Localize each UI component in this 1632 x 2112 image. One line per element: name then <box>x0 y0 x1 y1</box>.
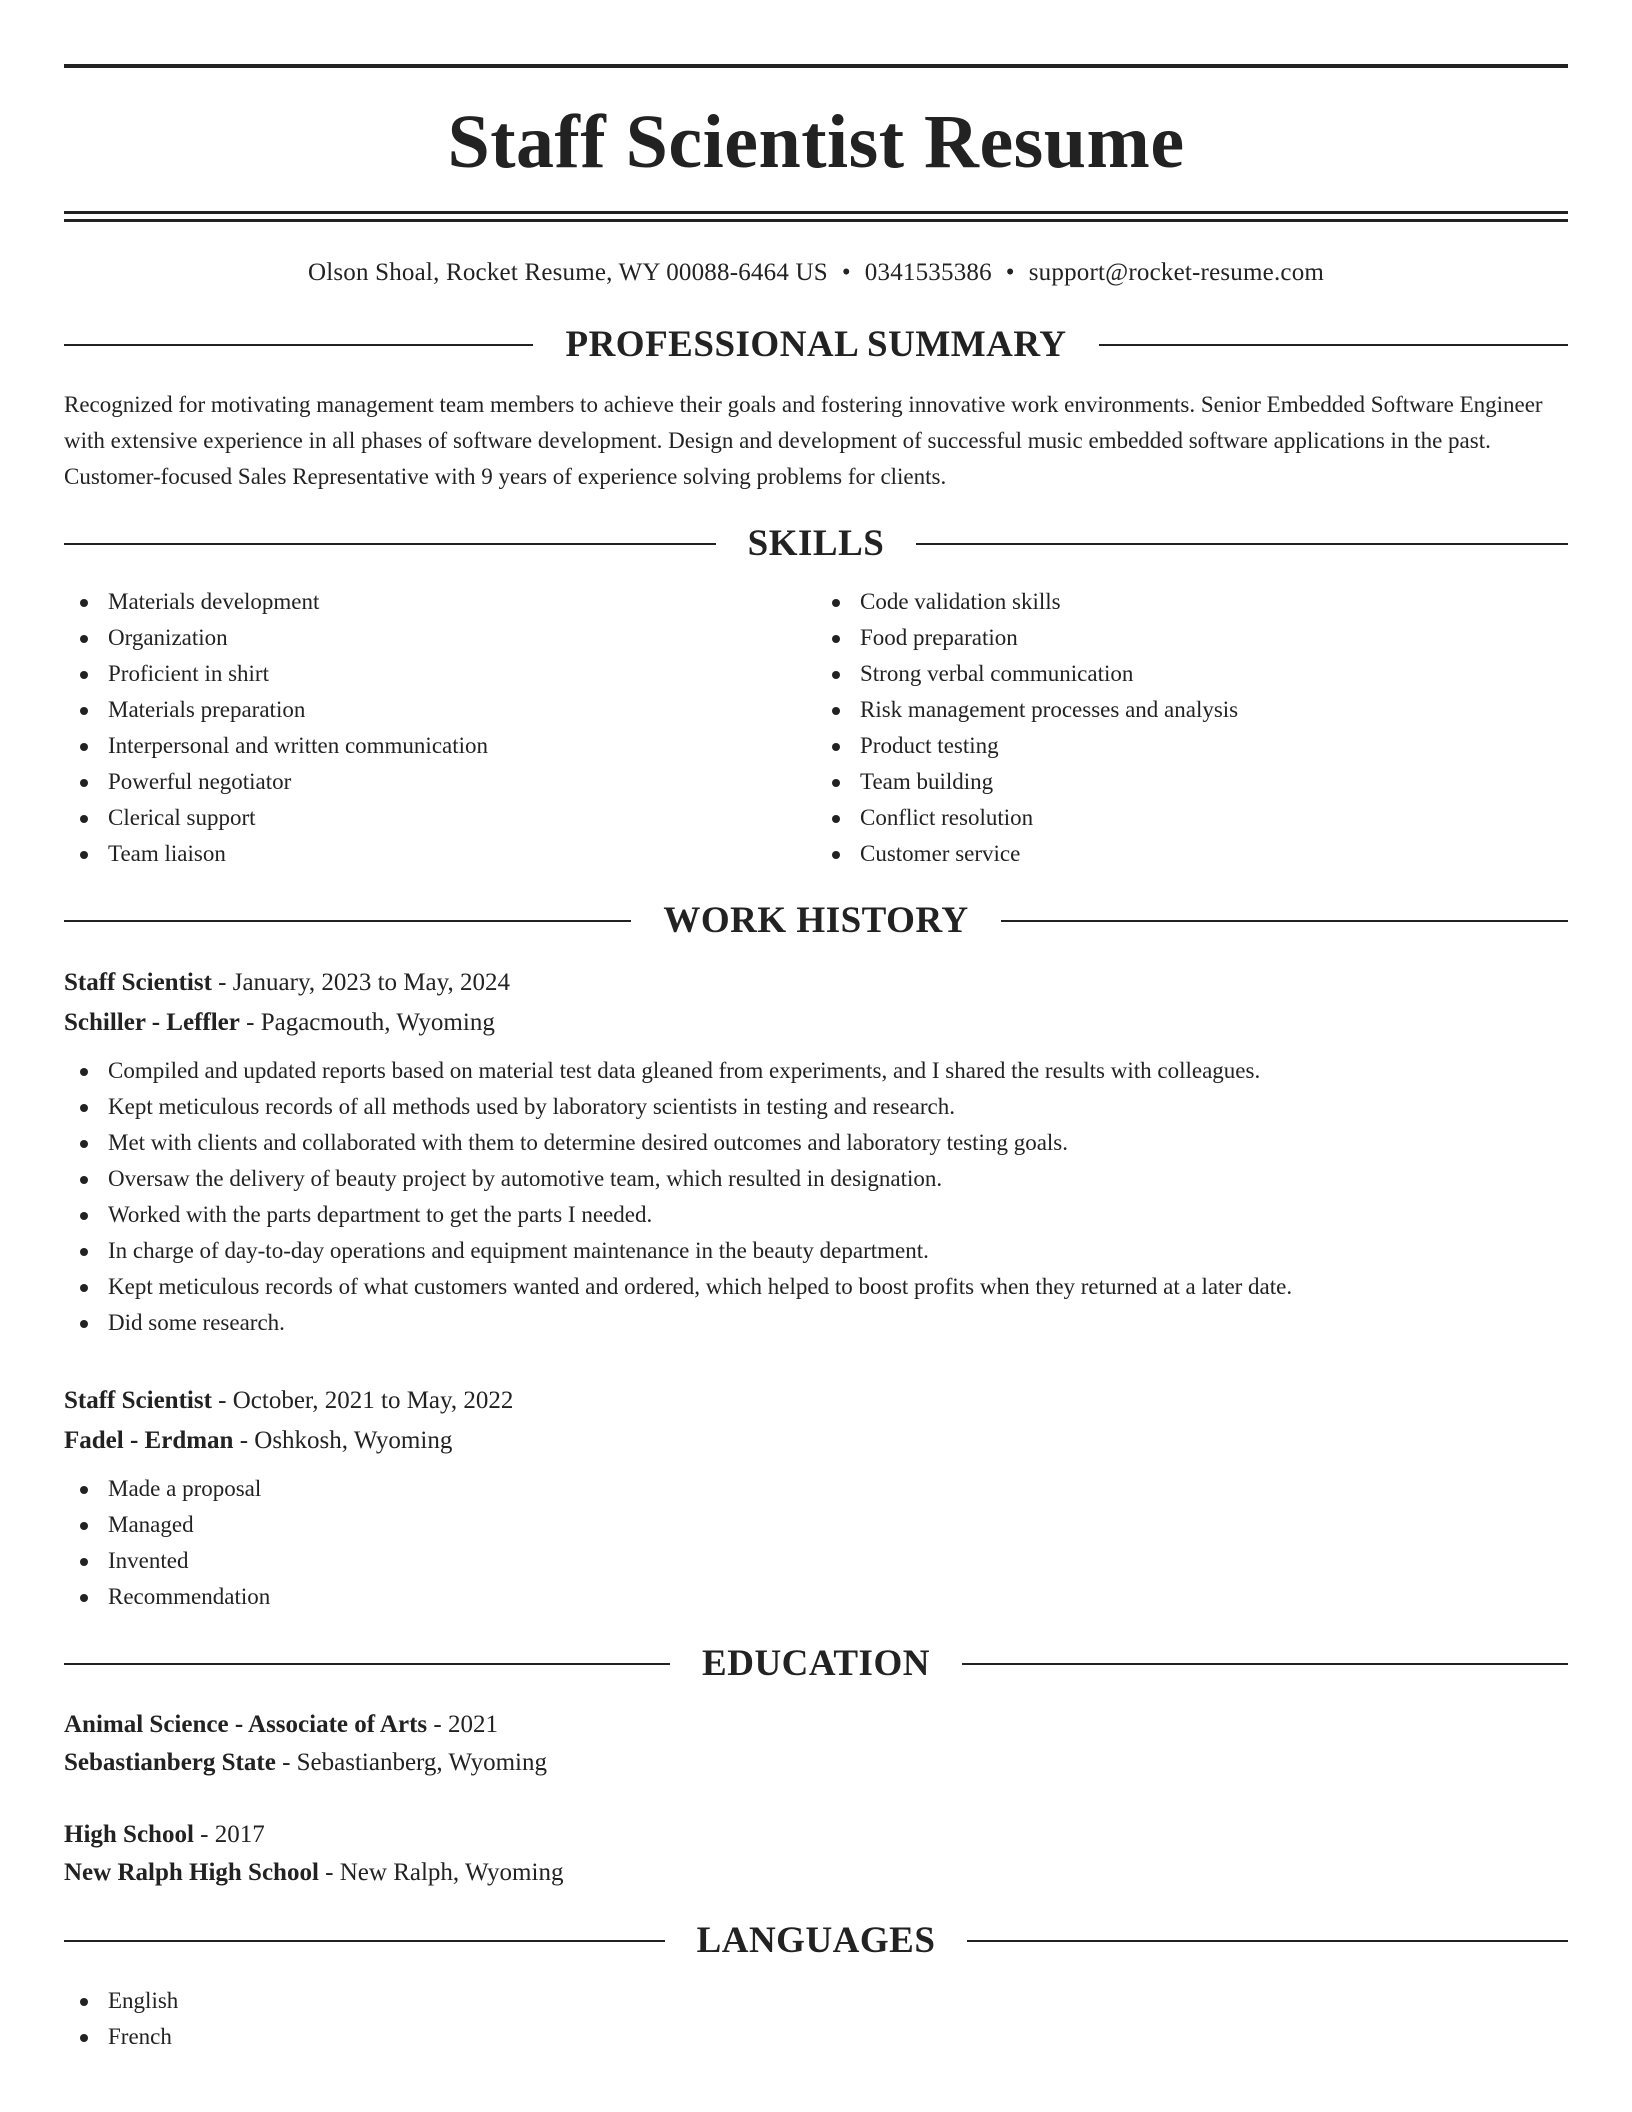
education-entry <box>64 1816 1568 1892</box>
job-title-line <box>64 1381 1568 1421</box>
section-rule-left <box>64 344 533 346</box>
job-company: Fadel - Erdman <box>64 1427 234 1454</box>
section-rule-left <box>64 543 716 545</box>
skill-item: Product testing <box>816 728 1568 764</box>
job-bullet: Kept meticulous records of what customers wanted and ordered, which helped to boost profits when they returned at a later date. <box>64 1269 1568 1305</box>
job-location: - Oshkosh, Wyoming <box>233 1427 453 1454</box>
skill-item: Proficient in shirt <box>64 656 816 692</box>
job-entry <box>64 1381 1568 1615</box>
contact-phone: 0341535386 <box>864 259 992 286</box>
job-bullet: Oversaw the delivery of beauty project by automotive team, which resulted in designation. <box>64 1161 1568 1197</box>
contact-email: support@rocket-resume.com <box>1028 259 1325 286</box>
job-company-line <box>64 1421 1568 1461</box>
section-title-work: WORK HISTORY <box>663 900 969 941</box>
section-rule-right <box>916 543 1568 545</box>
job-company: Schiller - Leffler <box>64 1009 240 1036</box>
job-location: - Pagacmouth, Wyoming <box>239 1009 495 1036</box>
section-rule-left <box>64 1663 670 1665</box>
job-bullet: Worked with the parts department to get the parts I needed. <box>64 1197 1568 1233</box>
education-school: Sebastianberg State <box>64 1749 276 1776</box>
education-degree: High School <box>64 1821 194 1848</box>
skill-item: Food preparation <box>816 620 1568 656</box>
education-school-line <box>64 1744 1568 1782</box>
job-title: Staff Scientist <box>64 1387 212 1414</box>
contact-address: Olson Shoal, Rocket Resume, WY 00088-6464 US <box>307 259 828 286</box>
job-company-line <box>64 1003 1568 1043</box>
skills-list-right <box>816 584 1568 872</box>
languages-list <box>64 1983 1568 2055</box>
section-rule-right <box>1001 920 1568 922</box>
job-bullet: Managed <box>64 1507 1568 1543</box>
skill-item: Strong verbal communication <box>816 656 1568 692</box>
summary-text: Recognized for motivating management team members to achieve their goals and fostering innovative work environments. Senior Embedded Software Engineer with extensive experience in all phases of software development. Design and development of successful music embedded software applications in the past. Customer-focused Sales Representative with 9 years of experience solving problems for clients. <box>64 392 1543 489</box>
title-double-rule <box>64 211 1568 222</box>
job-entry <box>64 963 1568 1341</box>
job-bullet: Kept meticulous records of all methods used by laboratory scientists in testing and research. <box>64 1089 1568 1125</box>
section-header-summary <box>64 326 1568 363</box>
section-rule-left <box>64 920 631 922</box>
section-rule-left <box>64 1940 665 1942</box>
section-title-skills: SKILLS <box>747 523 885 564</box>
skill-item: Team liaison <box>64 836 816 872</box>
education-location: - New Ralph, Wyoming <box>318 1859 564 1886</box>
skill-item: Team building <box>816 764 1568 800</box>
job-dates: - October, 2021 to May, 2022 <box>211 1387 514 1414</box>
skill-item: Clerical support <box>64 800 816 836</box>
skills-columns <box>64 584 1568 872</box>
section-rule-right <box>962 1663 1568 1665</box>
job-bullet: Did some research. <box>64 1305 1568 1341</box>
job-bullet: Recommendation <box>64 1579 1568 1615</box>
contact-separator: • <box>841 259 851 286</box>
section-title-summary: PROFESSIONAL SUMMARY <box>565 324 1067 365</box>
job-bullets <box>64 1053 1568 1341</box>
skill-item: Customer service <box>816 836 1568 872</box>
skill-item: Code validation skills <box>816 584 1568 620</box>
skill-item: Risk management processes and analysis <box>816 692 1568 728</box>
section-rule-right <box>1099 344 1568 346</box>
skills-list-left <box>64 584 816 872</box>
education-degree-line <box>64 1816 1568 1854</box>
contact-separator: • <box>1005 259 1015 286</box>
resume-title: Staff Scientist Resume <box>447 100 1185 184</box>
section-rule-right <box>967 1940 1568 1942</box>
education-year: - 2017 <box>193 1821 265 1848</box>
education-year: - 2021 <box>427 1711 498 1738</box>
job-bullet: Compiled and updated reports based on material test data gleaned from experiments, and I shared the results with colleagues. <box>64 1053 1568 1089</box>
education-degree-line <box>64 1706 1568 1744</box>
job-bullets <box>64 1471 1568 1615</box>
skill-item: Organization <box>64 620 816 656</box>
section-header-work <box>64 902 1568 939</box>
job-bullet: Made a proposal <box>64 1471 1568 1507</box>
skill-item: Interpersonal and written communication <box>64 728 816 764</box>
language-item: French <box>64 2019 1568 2055</box>
job-bullet: In charge of day-to-day operations and equipment maintenance in the beauty department. <box>64 1233 1568 1269</box>
skill-item: Powerful negotiator <box>64 764 816 800</box>
section-title-education: EDUCATION <box>702 1643 930 1684</box>
section-title-languages: LANGUAGES <box>696 1920 936 1961</box>
job-title-line <box>64 963 1568 1003</box>
education-school: New Ralph High School <box>64 1859 319 1886</box>
education-school-line <box>64 1854 1568 1892</box>
education-location: - Sebastianberg, Wyoming <box>275 1749 547 1776</box>
skill-item: Conflict resolution <box>816 800 1568 836</box>
job-bullet: Invented <box>64 1543 1568 1579</box>
education-degree: Animal Science - Associate of Arts <box>64 1711 428 1738</box>
section-header-education <box>64 1645 1568 1682</box>
job-bullet: Met with clients and collaborated with them to determine desired outcomes and laboratory testing goals. <box>64 1125 1568 1161</box>
contact-line <box>64 258 1568 288</box>
skill-item: Materials development <box>64 584 816 620</box>
job-dates: - January, 2023 to May, 2024 <box>211 969 511 996</box>
education-entry <box>64 1706 1568 1782</box>
section-header-languages <box>64 1922 1568 1959</box>
language-item: English <box>64 1983 1568 2019</box>
job-title: Staff Scientist <box>64 969 212 996</box>
section-header-skills <box>64 525 1568 562</box>
skill-item: Materials preparation <box>64 692 816 728</box>
